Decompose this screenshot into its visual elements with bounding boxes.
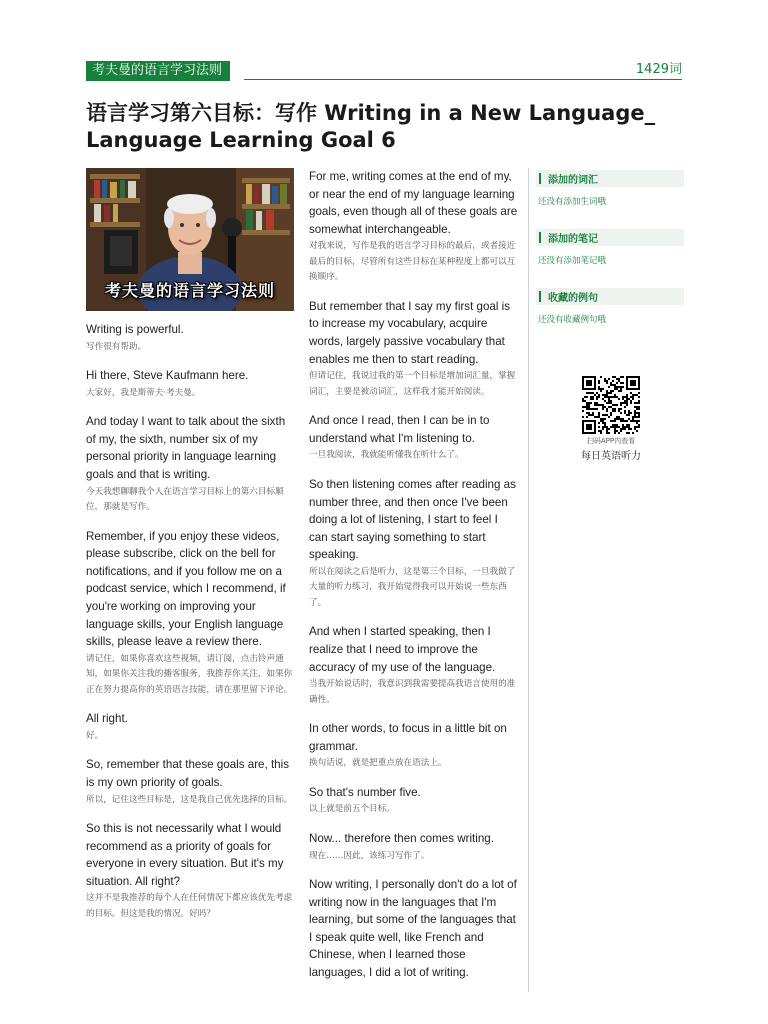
chinese-translation: 这并不是我推荐的每个人在任何情况下都应该优先考虑的目标。但这是我的情况。好吗？ [86, 893, 293, 919]
section-marker [539, 291, 541, 302]
english-sentence[interactable]: Hi there, Steve Kaufmann here. [86, 369, 249, 383]
chinese-translation: 以上就是前五个目标。 [309, 804, 395, 815]
qr-panel[interactable] [573, 376, 649, 470]
article-image [86, 168, 294, 311]
english-sentence[interactable]: Now writing, I personally don't do a lot of writing now in the languages that I'm learning, but some of the languages that I speak quite well, like French and Chinese, when I learned those languages, I did a lot of writing. [309, 878, 517, 980]
paragraph[interactable] [86, 528, 294, 699]
sidebar [536, 170, 684, 347]
english-sentence[interactable]: So, remember that these goals are, this is my own priority of goals. [86, 758, 289, 789]
english-sentence[interactable]: So then listening comes after reading as number three, and then once I've been doing a lot of listening, I start to feel I can start saying something to start speaking. [309, 477, 516, 562]
paragraph[interactable] [86, 820, 294, 922]
chinese-translation: 所以在阅读之后是听力，这是第三个目标，一旦我做了大量的听力练习，我开始觉得我可以开始说一些东西了。 [309, 566, 516, 608]
paragraph[interactable] [86, 710, 294, 744]
paragraph[interactable] [309, 720, 519, 772]
chinese-translation: 但请记住，我说过我的第一个目标是增加词汇量，掌握词汇，主要是被动词汇，这样我才能开始阅读。 [309, 371, 516, 397]
header-bar [86, 61, 682, 81]
sidebar-heading-label: 添加的词汇 [548, 175, 598, 186]
english-sentence[interactable]: And when I started speaking, then I realize that I need to improve the accuracy of my use of the language. [309, 625, 496, 674]
section-marker [539, 173, 541, 184]
qr-caption-small: 扫码APP内查看 [586, 437, 636, 445]
chinese-translation: 所以，记住这些目标是，这是我自己优先选择的目标。 [86, 794, 293, 805]
empty-vocabulary-text: 还没有添加生词哦 [538, 197, 607, 207]
paragraph[interactable] [309, 623, 519, 708]
empty-sentences-text: 还没有收藏例句哦 [538, 315, 607, 325]
paragraph[interactable] [309, 476, 519, 611]
english-sentence[interactable]: So that's number five. [309, 785, 421, 799]
qr-code-icon[interactable] [582, 376, 640, 434]
sidebar-heading-label: 添加的笔记 [548, 234, 598, 245]
empty-notes-text: 还没有添加笔记哦 [538, 256, 607, 266]
english-sentence[interactable]: And today I want to talk about the sixth of my, the sixth, number six of my personal priority in language learning goals and that is writing. [86, 415, 286, 481]
paragraph[interactable] [309, 168, 519, 286]
chinese-translation: 写作很有帮助。 [86, 341, 147, 352]
paragraph[interactable] [86, 756, 294, 808]
chinese-translation: 现在……因此，该练习写作了。 [309, 850, 430, 861]
paragraph[interactable] [309, 830, 519, 864]
paragraph[interactable] [86, 367, 294, 401]
paragraph[interactable] [309, 876, 519, 982]
chinese-translation: 换句话说，就是把重点放在语法上。 [309, 758, 447, 769]
paragraph[interactable] [86, 321, 294, 355]
word-count: 1429词 [635, 62, 682, 77]
section-marker [539, 232, 541, 243]
english-sentence[interactable]: Remember, if you enjoy these videos, please subscribe, click on the bell for notifications, and if you follow me on a podcast service, which I recommend, if you're working on improving your language skills, your English language skills, please leave a review there. [86, 529, 286, 649]
chinese-translation: 大家好，我是斯蒂夫·考夫曼。 [86, 387, 201, 398]
sidebar-heading-sentences[interactable] [536, 288, 684, 305]
paragraph[interactable] [309, 784, 519, 818]
chinese-translation: 对我来说，写作是我的语言学习目标的最后，或者接近最后的目标，尽管所有这些目标在某种程度上都可以互换顺序。 [309, 241, 516, 283]
sidebar-heading-vocabulary[interactable] [536, 170, 684, 187]
article-column-right [309, 168, 519, 994]
paragraph[interactable] [86, 413, 294, 515]
chinese-translation: 好。 [86, 730, 104, 741]
english-sentence[interactable]: All right. [86, 712, 128, 726]
english-sentence[interactable]: Now... therefore then comes writing. [309, 831, 494, 845]
chinese-translation: 请记住，如果你喜欢这些视频，请订阅，点击铃声通知，如果你关注我的播客服务，我推荐你关注，如果你正在努力提高你的英语语言技能，请在那里留下评论。 [86, 653, 293, 695]
paragraph[interactable] [309, 298, 519, 400]
paragraph[interactable] [309, 412, 519, 464]
chinese-translation: 一旦我阅读，我就能听懂我在听什么了。 [309, 450, 464, 461]
english-sentence[interactable]: And once I read, then I can be in to understand what I'm listening to. [309, 414, 490, 445]
english-sentence[interactable]: But remember that I say my first goal is to increase my vocabulary, acquire words, largely passive vocabulary that enables me then to start reading. [309, 299, 511, 366]
sidebar-heading-notes[interactable] [536, 229, 684, 246]
sidebar-heading-label: 收藏的例句 [548, 293, 598, 304]
article-column-left [86, 168, 294, 934]
article-title: 语言学习第六目标：写作 Writing in a New Language_ Language Learning Goal 6 [86, 101, 656, 152]
column-divider [528, 168, 529, 992]
header-divider [244, 79, 682, 80]
qr-caption: 每日英语听力 [581, 451, 641, 462]
image-caption: 考夫曼的语言学习法则 [104, 281, 275, 300]
series-tag[interactable]: 考夫曼的语言学习法则 [86, 61, 230, 81]
english-sentence[interactable]: Writing is powerful. [86, 323, 184, 336]
english-sentence[interactable]: For me, writing comes at the end of my, or near the end of my language learning goals, even though all of these goals are somewhat interchangeable. [309, 170, 518, 236]
chinese-translation: 今天我想聊聊我个人在语言学习目标上的第六目标顺位，那就是写作。 [86, 486, 284, 513]
english-sentence[interactable]: So this is not necessarily what I would recommend as a priority of goals for everyone in every situation. But it's my situation. All right? [86, 822, 284, 888]
chinese-translation: 当我开始说话时，我意识到我需要提高我语言使用的准确性。 [309, 679, 516, 705]
english-sentence[interactable]: In other words, to focus in a little bit on grammar. [309, 722, 507, 753]
